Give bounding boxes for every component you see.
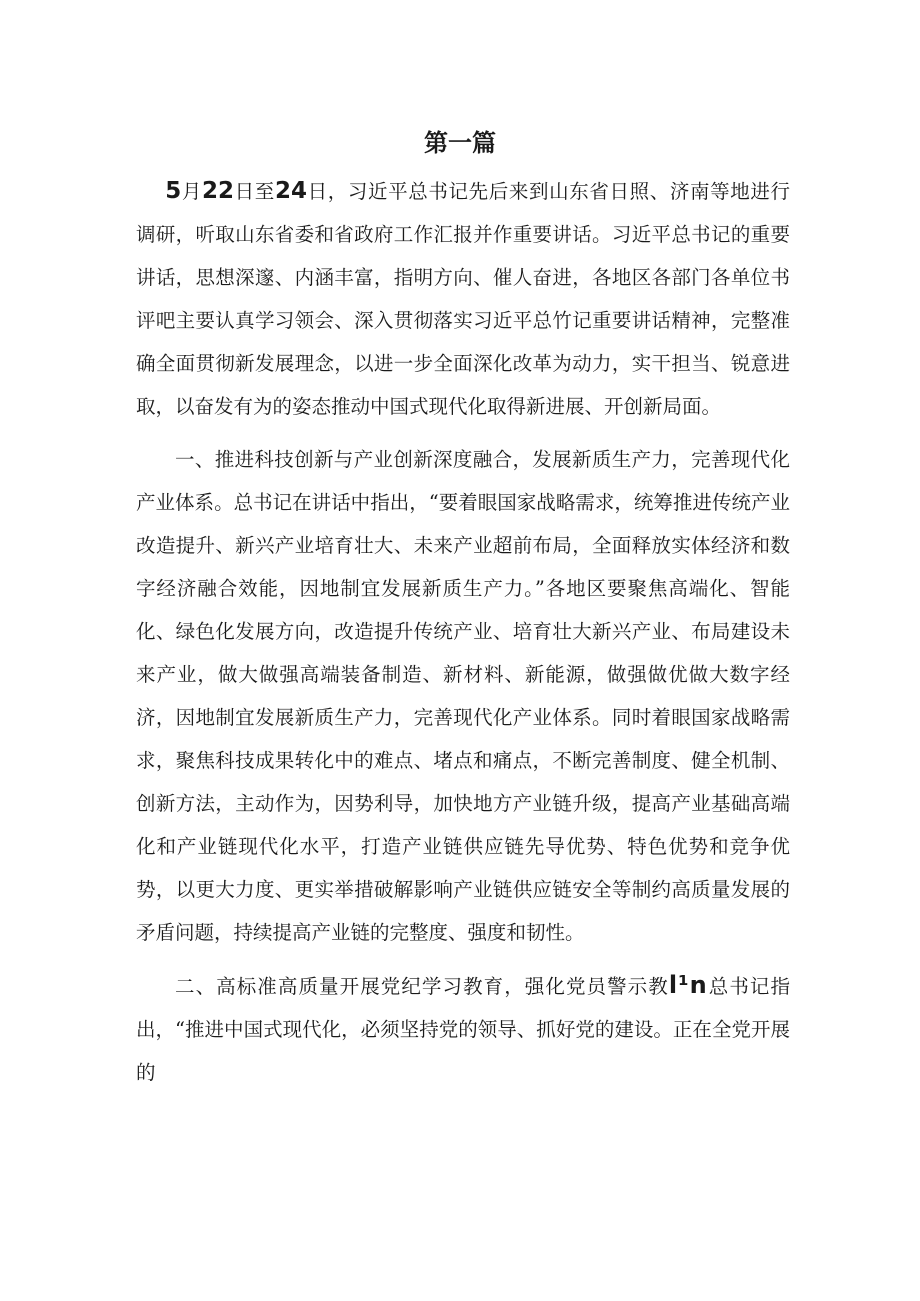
section-two-text-before: 二、高标准高质量开展党纪学习教育，强化党员警示教 [175, 975, 669, 998]
date-day-end: 24 [274, 178, 307, 204]
date-day-start: 22 [202, 178, 235, 204]
document-title: 第一篇 [424, 129, 496, 157]
date-month-number: 5 [165, 178, 182, 204]
document-body [136, 170, 790, 1104]
date-connector: 日至 [234, 180, 275, 203]
paragraph-intro-text: 习近平总书记先后来到山东省日照、济南等地进行调研，听取山东省委和省政府工作汇报并作重要讲话。习近平总书记的重要讲话，思想深邃、内涵丰富，指明方向、催人奋进，各地区各部门各单位书评吧主要认真学习领会、深入贯彻落实习近平总竹记重要讲话精神，完整准确全面贯彻新发展理念，以进一步全面深化改革为动力，实干担当、锐意进取，以奋发有为的姿态推动中国式现代化取得新进展、开创新局面。 [136, 180, 790, 418]
date-suffix: 日， [306, 180, 348, 203]
paragraph-intro [136, 170, 790, 428]
section-two-text-after: 总书记指出，“推进中国式现代化，必须坚持党的领导、抓好党的建设。正在全党开展的 [136, 975, 790, 1084]
paragraph-section-one: 一、推进科技创新与产业创新深度融合，发展新质生产力，完善现代化产业体系。总书记在讲话中指出，“要着眼国家战略需求，统筹推进传统产业改造提升、新兴产业培育壮大、未来产业超前布局，全面释放实体经济和数字经济融合效能，因地制宜发展新质生产力。”各地区要聚焦高端化、智能化、绿色化发展方向，改造提升传统产业、培育壮大新兴产业、布局建设未来产业，做大做强高端装备制造、新材料、新能源，做强做优做大数字经济，因地制宜发展新质生产力，完善现代化产业体系。同时着眼国家战略需求，聚焦科技成果转化中的难点、堵点和痛点，不断完善制度、健全机制、创新方法，主动作为，因势利导，加快地方产业链升级，提高产业基础高端化和产业链现代化水平，打造产业链供应链先导优势、特色优势和竞争优势，以更大力度、更实举措破解影响产业链供应链安全等制约高质量发展的矛盾问题，持续提高产业链的完整度、强度和韧性。 [136, 448, 790, 944]
paragraph-section-two [136, 964, 790, 1094]
date-month-char: 月 [181, 180, 203, 203]
garbled-glyph: l¹n [668, 971, 708, 999]
